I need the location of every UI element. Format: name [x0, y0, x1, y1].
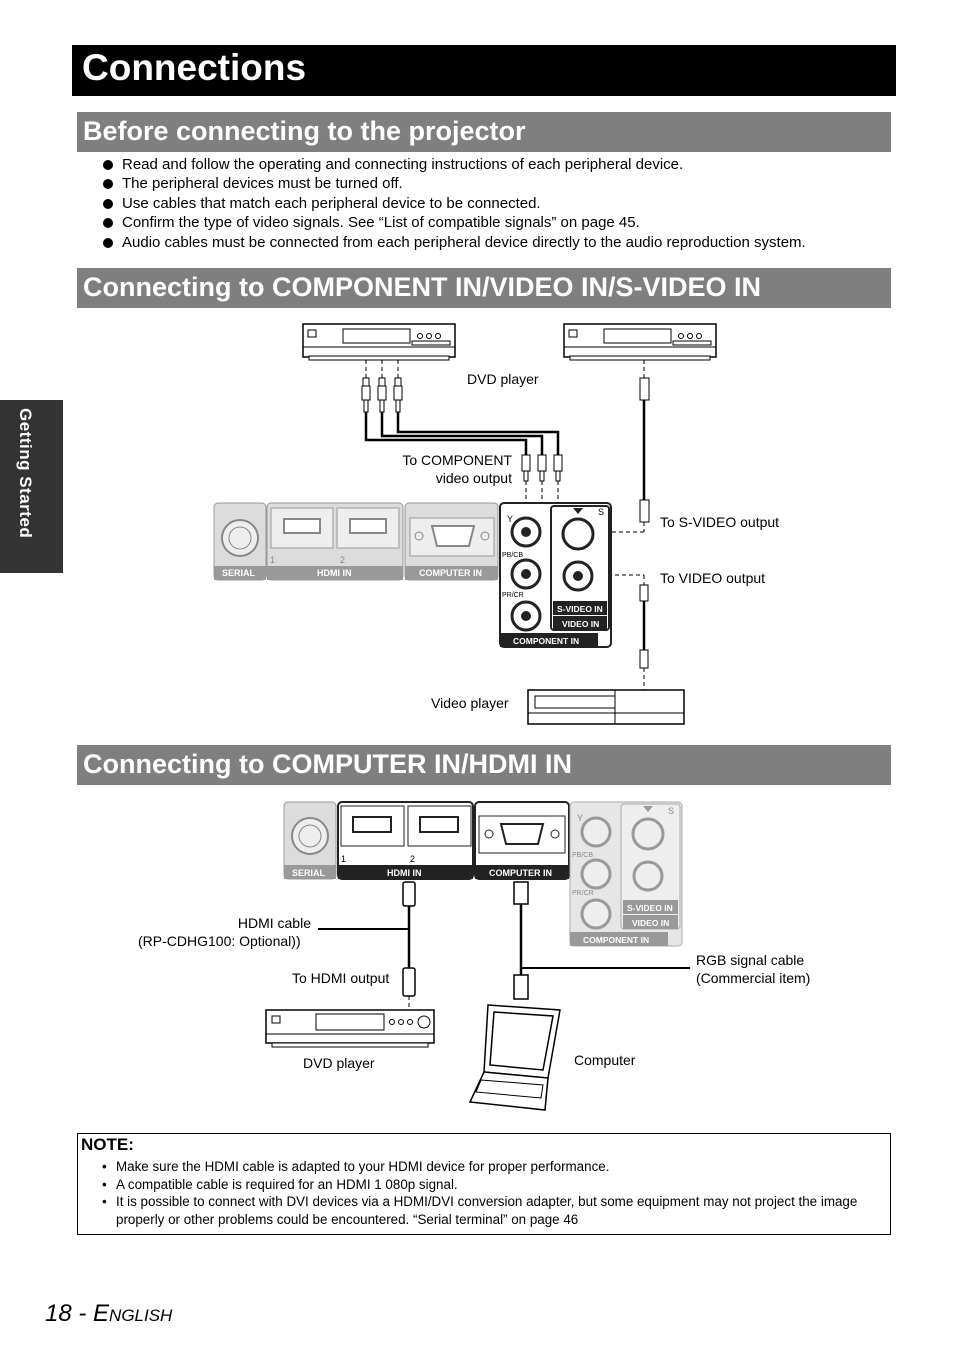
list-item: The peripheral devices must be turned off. [100, 174, 806, 193]
dvd-player-label: DVD player [467, 371, 539, 387]
rgb-cable-label-line1: RGB signal cable [696, 952, 805, 968]
dvd-player-device-icon [564, 324, 716, 360]
serial-port-label: SERIAL [292, 868, 326, 878]
hdmi-cable-label-line2: (RP-CDHG100: Optional)) [138, 933, 301, 949]
hdmi-in-port-label: HDMI IN [387, 868, 422, 878]
note-list [100, 1158, 880, 1228]
list-item: • Make sure the HDMI cable is adapted to your HDMI device for proper performance. [102, 1159, 610, 1174]
list-item: Audio cables must be connected from each peripheral device directly to the audio reproduction system. [100, 233, 806, 252]
computer-in-port-label: COMPUTER IN [419, 568, 482, 578]
pr-cr-label: PR/CR [572, 890, 594, 897]
pr-cr-label: PR/CR [502, 592, 524, 599]
s-label: S [598, 507, 605, 517]
bullet-icon: • [102, 1159, 107, 1174]
hdmi-1-label: 1 [341, 854, 347, 864]
page-title: Connections [72, 45, 896, 96]
to-component-label-line2: video output [435, 470, 512, 486]
page-footer [45, 1300, 172, 1328]
note-box [77, 1133, 891, 1235]
to-component-label-line1: To COMPONENT [402, 452, 512, 468]
video-player-device-icon [528, 690, 684, 724]
list-item: Confirm the type of video signals. See “List of compatible signals” on page 45. [100, 213, 806, 232]
computer-label: Computer [574, 1052, 636, 1068]
y-label: Y [577, 813, 584, 823]
bullet-icon: • [102, 1194, 107, 1209]
hdmi-2-label: 2 [340, 555, 346, 565]
dvd-player-device-icon [303, 324, 455, 360]
hdmi-2-label: 2 [410, 854, 416, 864]
to-svideo-output-label: To S-VIDEO output [660, 514, 780, 530]
hdmi-in-port-label: HDMI IN [317, 568, 352, 578]
rgb-cable-label-line2: (Commercial item) [696, 970, 811, 986]
component-in-port-label: COMPONENT IN [583, 935, 650, 945]
list-item: • A compatible cable is required for an HDMI 1 080p signal. [102, 1176, 458, 1192]
dvd-player-device-icon [266, 1010, 434, 1047]
section-heading-computer-hdmi: Connecting to COMPUTER IN/HDMI IN [77, 745, 891, 785]
projector-terminal-panel [284, 802, 682, 946]
list-item: Use cables that match each peripheral device to be connected. [100, 194, 806, 213]
pb-cb-label: PB/CB [502, 552, 524, 559]
language-label: English [93, 1300, 173, 1327]
video-in-port-label: VIDEO IN [632, 918, 670, 928]
section-heading-before-connecting: Before connecting to the projector [77, 112, 891, 152]
computer-in-port-label: COMPUTER IN [489, 868, 552, 878]
video-player-label: Video player [431, 695, 509, 711]
list-item: Read and follow the operating and connecting instructions of each peripheral device. [100, 155, 806, 174]
section-heading-component: Connecting to COMPONENT IN/VIDEO IN/S-VIDEO IN [77, 268, 891, 308]
to-video-output-label: To VIDEO output [660, 570, 766, 586]
video-in-port-label: VIDEO IN [562, 619, 600, 629]
to-hdmi-output-label: To HDMI output [292, 970, 390, 986]
list-item: • It is possible to connect with DVI devices via a HDMI/DVI conversion adapter, but some equipment may not project the image properly or other problems could be encountered. “Serial terminal” on page 46 [102, 1194, 858, 1227]
y-label: Y [507, 514, 514, 524]
pb-cb-label: PB/CB [572, 852, 594, 859]
projector-terminal-panel [214, 503, 611, 647]
note-heading: NOTE: [81, 1135, 134, 1154]
dvd-player-label: DVD player [303, 1055, 375, 1071]
svideo-in-port-label: S-VIDEO IN [627, 903, 673, 913]
s-label: S [668, 806, 675, 816]
serial-port-label: SERIAL [222, 568, 256, 578]
laptop-computer-icon [470, 1005, 560, 1110]
side-tab-getting-started: Getting Started [0, 400, 63, 573]
hdmi-cable-label-line1: HDMI cable [237, 915, 311, 931]
hdmi-1-label: 1 [270, 555, 276, 565]
component-in-port-label: COMPONENT IN [513, 636, 580, 646]
page-number: 18 - [45, 1300, 87, 1327]
bullet-icon: • [102, 1176, 107, 1192]
svideo-in-port-label: S-VIDEO IN [557, 604, 603, 614]
